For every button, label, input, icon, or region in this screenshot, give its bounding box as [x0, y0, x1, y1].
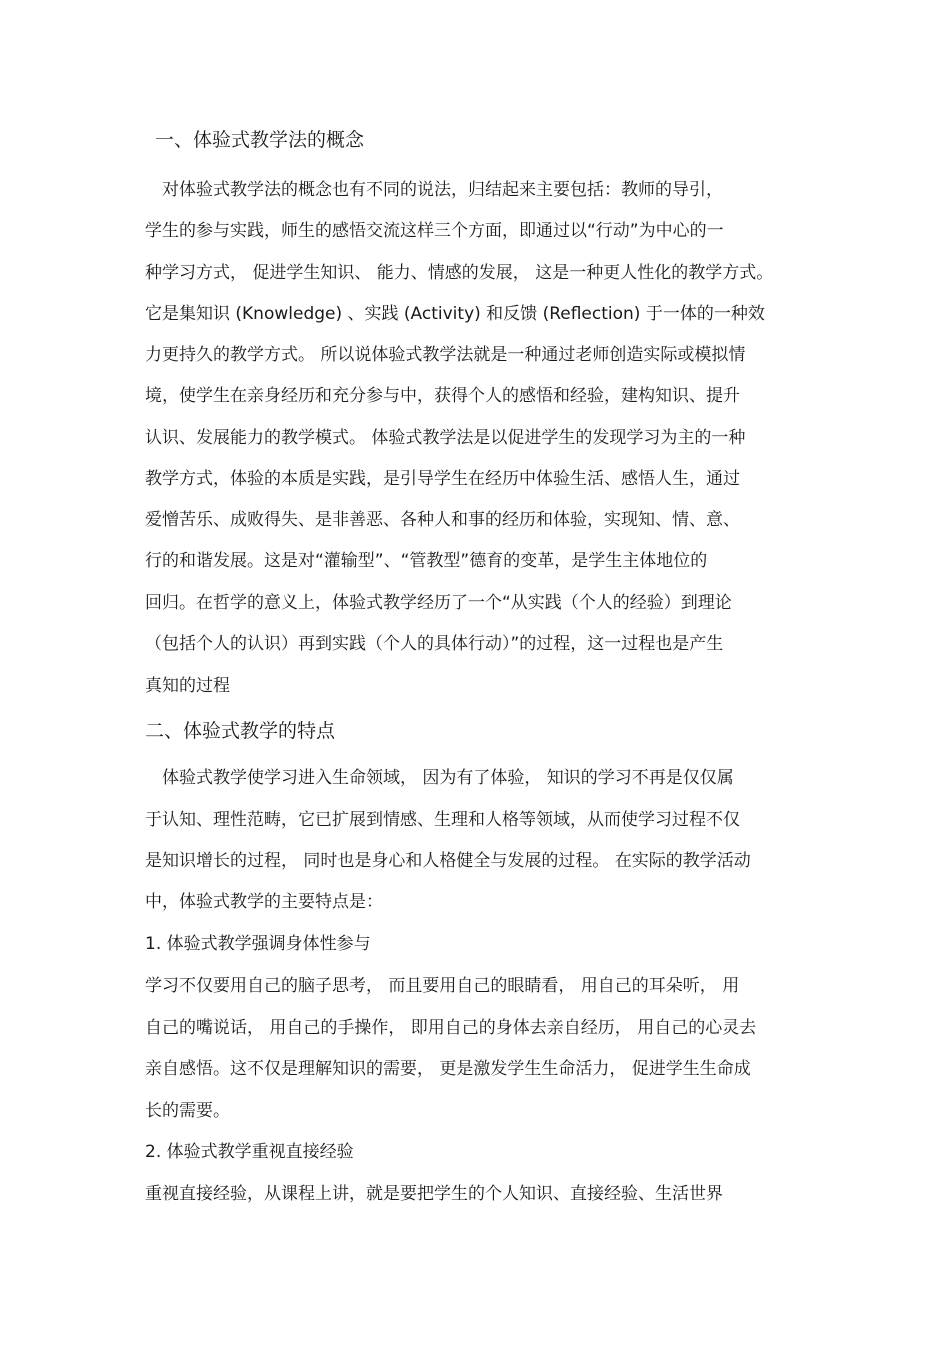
text-line: 长的需要。 — [145, 1101, 230, 1121]
text-line: 中，体验式教学的主要特点是： — [145, 892, 383, 912]
text-line: 行的和谐发展。这是对“灌输型”、“管教型”德育的变革，是学生主体地位的 — [145, 551, 708, 571]
text-line: 爱憎苦乐、成败得失、是非善恶、各种人和事的经历和体验，实现知、情、意、 — [145, 510, 740, 530]
text-line: 回归。在哲学的意义上，体验式教学经历了一个“从实践（个人的经验）到理论 — [145, 593, 732, 613]
text-line: 学习不仅要用自己的脑子思考， 而且要用自己的眼睛看， 用自己的耳朵听， 用 — [145, 976, 740, 996]
text-line: 重视直接经验，从课程上讲，就是要把学生的个人知识、直接经验、生活世界 — [145, 1184, 723, 1204]
text-line: 认识、发展能力的教学模式。 体验式教学法是以促进学生的发现学习为主的一种 — [145, 428, 746, 448]
text-line: 种学习方式， 促进学生知识、 能力、情感的发展， 这是一种更人性化的教学方式。 — [145, 263, 774, 283]
point-2-title: 2. 体验式教学重视直接经验 — [145, 1142, 354, 1162]
text-line: 教学方式，体验的本质是实践，是引导学生在经历中体验生活、感悟人生，通过 — [145, 469, 740, 489]
point-1-title: 1. 体验式教学强调身体性参与 — [145, 934, 371, 954]
text-line: 学生的参与实践，师生的感悟交流这样三个方面，即通过以“行动”为中心的一 — [145, 221, 724, 241]
text-line: 于认知、理性范畴，它已扩展到情感、生理和人格等领域，从而使学习过程不仅 — [145, 810, 740, 830]
text-line: （包括个人的认识）再到实践（个人的具体行动）”的过程，这一过程也是产生 — [145, 634, 724, 654]
text-line: 真知的过程 — [145, 676, 230, 696]
section-1-title: 一、体验式教学法的概念 — [155, 129, 365, 151]
text-line: 体验式教学使学习进入生命领域， 因为有了体验， 知识的学习不再是仅仅属 — [145, 768, 734, 788]
text-line: 对体验式教学法的概念也有不同的说法，归结起来主要包括：教师的导引， — [145, 180, 723, 200]
section-2-title: 二、体验式教学的特点 — [145, 720, 336, 742]
text-line: 力更持久的教学方式。 所以说体验式教学法就是一种通过老师创造实际或模拟情 — [145, 345, 746, 365]
text-line: 是知识增长的过程， 同时也是身心和人格健全与发展的过程。 在实际的教学活动 — [145, 851, 751, 871]
text-line: 自己的嘴说话， 用自己的手操作， 即用自己的身体去亲自经历， 用自己的心灵去 — [145, 1018, 757, 1038]
text-line: 亲自感悟。这不仅是理解知识的需要， 更是激发学生生命活力， 促进学生生命成 — [145, 1059, 751, 1079]
text-line: 它是集知识 (Knowledge) 、实践 (Activity) 和反馈 (Reflection) 于一体的一种效 — [145, 304, 765, 324]
text-line: 境，使学生在亲身经历和充分参与中，获得个人的感悟和经验，建构知识、提升 — [145, 386, 740, 406]
